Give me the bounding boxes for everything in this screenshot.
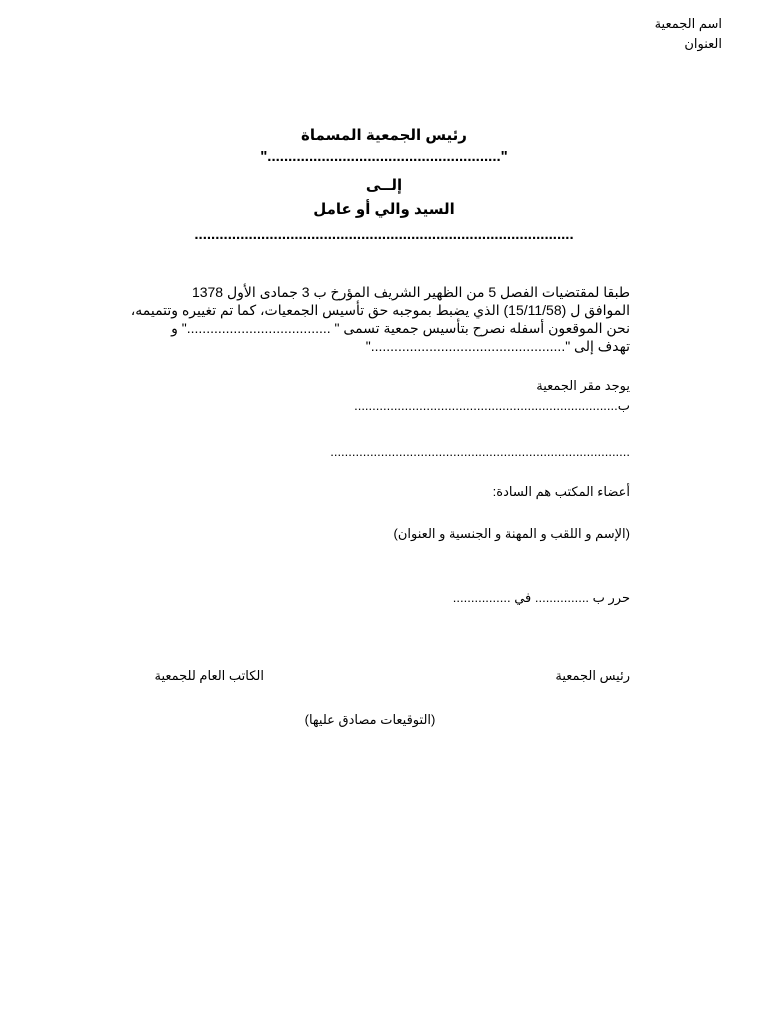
- title-line2: "........................................................": [260, 148, 508, 165]
- title-to: إلــى: [365, 177, 403, 194]
- headquarters-label: يوجد مقر الجمعية: [536, 378, 630, 393]
- body-line4: تهدف إلى "..................................................": [365, 338, 630, 354]
- association-name-label: اسم الجمعية: [654, 16, 722, 31]
- address-label: العنوان: [684, 36, 722, 51]
- body-line2: الموافق ل (15/11/58) الذي يضبط بموجبه حق تأسيس الجمعيات، كما تم تغييره وتتميمه،: [130, 302, 630, 318]
- written-at-line: حرر ب ............... في ................: [452, 590, 630, 605]
- headquarters-line1: ب.........................................................................: [354, 398, 630, 413]
- president-signature-label: رئيس الجمعية: [555, 668, 630, 683]
- title-line1: رئيس الجمعية المسماة: [301, 127, 467, 144]
- title-recipient: السيد والي أو عامل: [313, 201, 455, 218]
- body-line1: طبقا لمقتضيات الفصل 5 من الظهير الشريف المؤرخ ب 3 جمادى الأول 1378: [191, 284, 630, 300]
- signatures-note: (التوقيعات مصادق عليها): [304, 712, 436, 727]
- body-line3: نحن الموقعون أسفله نصرح بتأسيس جمعية تسمى " ....................................." و: [171, 320, 630, 336]
- members-fields: (الإسم و اللقب و المهنة و الجنسية و العنوان): [393, 526, 630, 541]
- title-dots: ...........................................................................................: [194, 226, 574, 243]
- secretary-signature-label: الكاتب العام للجمعية: [154, 668, 264, 683]
- members-label: أعضاء المكتب هم السادة:: [492, 484, 630, 499]
- headquarters-line2: ...................................................................................: [330, 444, 630, 459]
